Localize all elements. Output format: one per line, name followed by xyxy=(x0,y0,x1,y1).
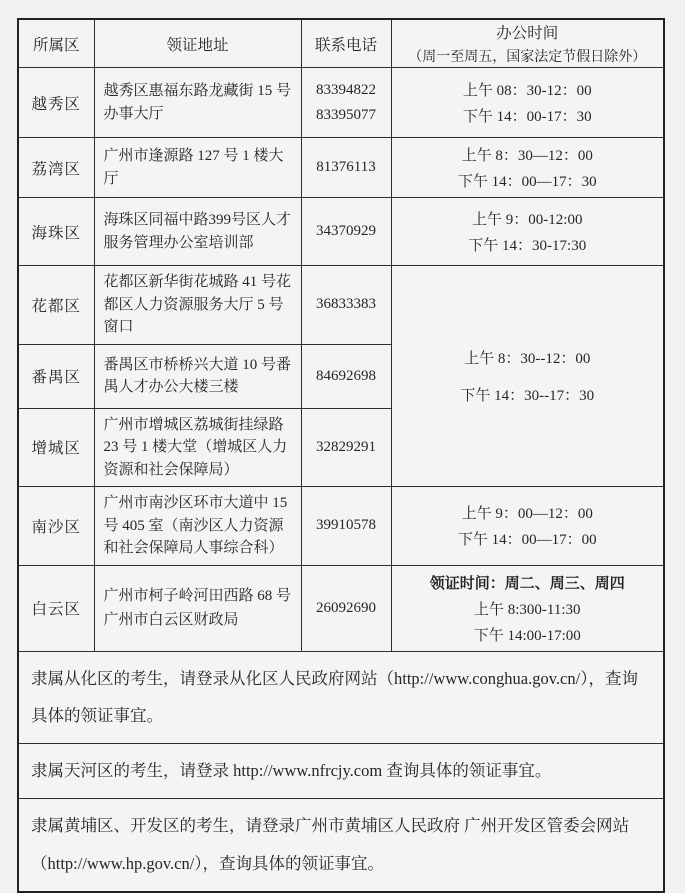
phone-cell xyxy=(301,68,391,138)
phone-number: 32829291 xyxy=(316,438,376,455)
address-cell xyxy=(94,266,301,345)
hours-line: 上午 8：30—12：00 xyxy=(461,148,593,164)
hours-line: 下午 14：30--17：30 xyxy=(460,388,595,404)
address-line: 海珠区同福中路399号区人才服务管理办公室培训部 xyxy=(103,212,292,251)
phone-cell xyxy=(301,487,391,566)
address-cell xyxy=(94,408,301,487)
row-baiyun xyxy=(18,565,664,651)
hours-cell xyxy=(391,138,664,198)
hours-line: 下午 14：00—17：00 xyxy=(457,532,597,549)
address-line: 广州市增城区荔城街挂绿路 23 号 1 楼大堂（增城区人力资源和社会保障局） xyxy=(103,416,288,478)
phone-number: 34370929 xyxy=(316,223,376,239)
header-address xyxy=(94,19,301,68)
header-office-hours-title: 办公时间 xyxy=(496,25,559,42)
footnote-row-tianhe xyxy=(18,744,664,799)
address-cell xyxy=(94,198,301,266)
address-line: 广州市柯子岭河田西路 68 号 xyxy=(103,587,292,604)
district-cell: 越秀区 xyxy=(18,68,94,138)
footnote-huangpu: 隶属黄埔区、开发区的考生，请登录广州市黄埔区人民政府 广州开发区管委会网站（http://www.hp.gov.cn/），查询具体的领证事宜。 xyxy=(18,799,664,892)
address-line: 花都区新华街花城路 41 号花都区人力资源服务大厅 5 号窗口 xyxy=(103,274,292,335)
header-phone-label: 联系电话 xyxy=(314,36,377,54)
phone-number: 36833383 xyxy=(316,296,376,313)
district-cell: 南沙区 xyxy=(18,487,94,566)
header-office-hours-subtitle: （周一至周五，国家法定节假日除外） xyxy=(408,50,647,65)
hours-line: 上午 08：30-12：00 xyxy=(462,83,592,99)
district-cell: 白云区 xyxy=(18,565,94,651)
phone-number: 26092690 xyxy=(316,599,376,616)
hours-line: 上午 8：30--12：00 xyxy=(464,351,591,367)
phone-number: 83395077 xyxy=(316,106,376,123)
footnote-row-conghua xyxy=(18,651,664,744)
phone-cell xyxy=(301,266,391,345)
address-cell xyxy=(94,487,301,566)
address-cell xyxy=(94,344,301,408)
address-cell xyxy=(94,565,301,651)
row-nansha xyxy=(18,487,664,566)
header-district xyxy=(18,19,94,68)
footnote-conghua: 隶属从化区的考生，请登录从化区人民政府网站（http://www.conghua.gov.cn/），查询具体的领证事宜。 xyxy=(18,651,664,744)
phone-cell xyxy=(301,138,391,198)
district-cell: 海珠区 xyxy=(18,198,94,266)
footnote-row-huangpu xyxy=(18,799,664,892)
phone-number: 83394822 xyxy=(316,81,376,98)
hours-line: 下午 14：00-17：30 xyxy=(462,109,592,125)
footnote-tianhe: 隶属天河区的考生，请登录 http://www.nfrcjy.com 查询具体的领证事宜。 xyxy=(18,744,664,799)
address-line: 广州市逢源路 127 号 1 楼大厅 xyxy=(103,148,284,187)
phone-number: 81376113 xyxy=(316,159,376,175)
hours-line: 上午 9：00-12:00 xyxy=(472,212,583,228)
row-yuexiu xyxy=(18,68,664,138)
header-address-label: 领证地址 xyxy=(166,36,229,54)
hours-cell xyxy=(391,565,664,651)
hours-line: 上午 8:300-11:30 xyxy=(473,601,581,618)
address-cell xyxy=(94,138,301,198)
hours-cell xyxy=(391,487,664,566)
hours-line: 下午 14：00—17：30 xyxy=(457,174,597,190)
header-office-hours xyxy=(391,19,664,68)
certificate-collection-table xyxy=(17,18,665,893)
header-district-label: 所属区 xyxy=(32,36,80,54)
hours-line: 下午 14：30-17:30 xyxy=(468,238,587,254)
address-cell xyxy=(94,68,301,138)
phone-cell xyxy=(301,198,391,266)
certificate-collection-document xyxy=(17,18,665,893)
district-cell: 增城区 xyxy=(18,408,94,487)
address-line: 越秀区惠福东路龙藏街 15 号办事大厅 xyxy=(103,83,292,122)
row-liwan xyxy=(18,138,664,198)
address-line: 番禺区市桥桥兴大道 10 号番禺人才办公大楼三楼 xyxy=(103,356,292,395)
hours-cell xyxy=(391,68,664,138)
header-phone xyxy=(301,19,391,68)
district-cell: 荔湾区 xyxy=(18,138,94,198)
address-line: 广州市白云区财政局 xyxy=(103,612,239,628)
phone-number: 39910578 xyxy=(316,517,376,534)
hours-line: 下午 14:00-17:00 xyxy=(473,627,581,644)
hours-line: 上午 9：00—12：00 xyxy=(461,506,593,523)
district-cell: 花都区 xyxy=(18,266,94,345)
collection-days-line: 领证时间：周二、周三、周四 xyxy=(429,575,625,592)
row-huadu xyxy=(18,266,664,345)
phone-cell xyxy=(301,344,391,408)
hours-cell xyxy=(391,198,664,266)
phone-cell xyxy=(301,565,391,651)
address-line: 广州市南沙区环市大道中 15 号 405 室（南沙区人力资源和社会保障局人事综合科） xyxy=(103,495,288,556)
district-cell: 番禺区 xyxy=(18,344,94,408)
header-row xyxy=(18,19,664,68)
merged-hours-cell xyxy=(391,266,664,487)
row-haizhu xyxy=(18,198,664,266)
phone-number: 84692698 xyxy=(316,367,376,384)
phone-cell xyxy=(301,408,391,487)
